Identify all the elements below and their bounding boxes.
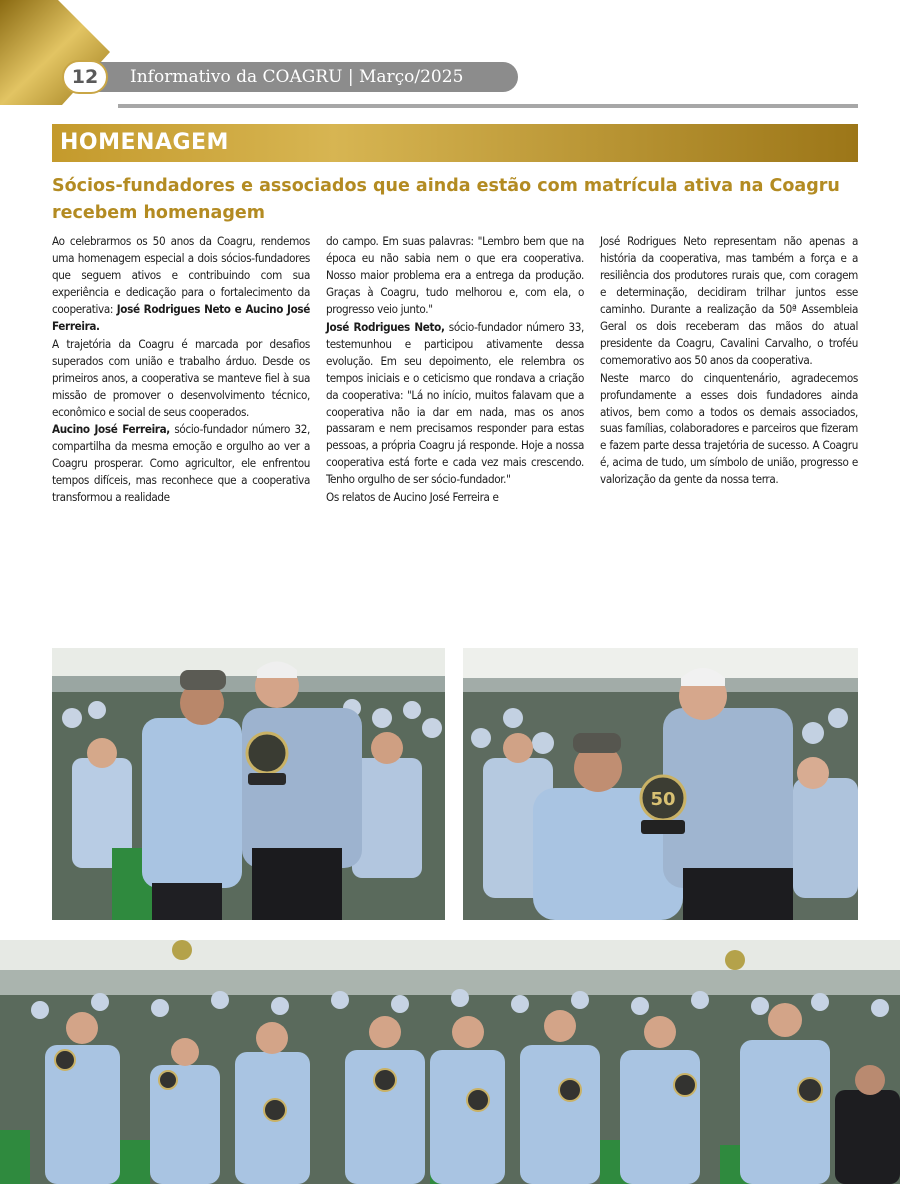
header-divider xyxy=(118,104,858,108)
paragraph xyxy=(52,233,310,335)
paragraph-text: sócio-fundador número 32, compartilha da mesma emoção e orgulho ao ver a Coagru prosperar. Como agricultor, ele enfrentou tempos difíceis, mas reconhece que a cooperativa transformou a realidade xyxy=(52,422,310,505)
founder-name: José Rodrigues Neto, xyxy=(326,319,445,334)
paragraph: Os relatos de Aucino José Ferreira e xyxy=(326,490,499,505)
paragraph: A trajetória da Coagru é marcada por desafios superados com união e trabalho árduo. Desde os primeiros anos, a cooperativa se manteve fiel à sua missão de promover o desenvolvimento técnico, econômico e social de seus cooperados. xyxy=(52,336,310,419)
paragraph: José Rodrigues Neto representam não apenas a história da cooperativa, mas também a força e a resiliência dos produtores rurais que, com coragem e determinação, decidiram trilhar juntos esse caminho. Durante a realização da 50ª Assembleia Geral os dois receberam das mãos do atual presidente da Coagru, Cavalini Carvalho, o troféu comemorativo aos 50 anos da cooperativa. xyxy=(600,234,858,367)
paragraph xyxy=(326,319,584,489)
paragraph: do campo. Em suas palavras: "Lembro bem que na época eu não sabia nem o que era cooperativa. Nosso maior problema era a entrega da produção. Graças à Coagru, tudo melhorou e, com ela, o progresso veio junto." xyxy=(326,234,584,316)
article-column-3 xyxy=(600,233,858,489)
paragraph-text: sócio-fundador número 33, testemunhou e participou ativamente dessa evolução. Em seu depoimento, ele relembra os tempos iniciais e o ceticismo que rondava a criação da cooperativa: "Lá no início, muitos falavam que a cooperativa não ia dar em nada, mas os anos passaram e nem precisamos responder para estas pessoas, a própria Coagru já responde. Hoje a nossa cooperativa está forte e cada vez mais crescendo. Tenho orgulho de ser sócio-fundador." xyxy=(326,319,584,487)
page-number: 12 xyxy=(62,60,108,94)
article-headline: Sócios-fundadores e associados que ainda estão com matrícula ativa na Coagru recebem homenagem xyxy=(52,176,840,223)
photo-founder-jose-award xyxy=(463,648,858,920)
section-title: HOMENAGEM xyxy=(60,130,229,155)
article-column-1 xyxy=(52,233,310,507)
publication-title: Informativo da COAGRU | Março/2025 xyxy=(96,62,518,92)
paragraph xyxy=(52,421,310,506)
trophy-label: 50 xyxy=(650,789,676,810)
founders-names: José Rodrigues Neto e Aucino José Ferreira. xyxy=(52,301,310,333)
article-column-2 xyxy=(326,233,584,507)
paragraph: Neste marco do cinquentenário, agradecemos profundamente a esses dois fundadores ainda ativos, bem como a todos os demais associados, suas famílias, colaboradores e parceiros que fizeram e fazem parte dessa trajetória de sucesso. A Coagru é, acima de tudo, um símbolo de união, progresso e valorização da gente da nossa terra. xyxy=(600,370,858,487)
photo-associates-group xyxy=(0,940,900,1184)
founder-name: Aucino José Ferreira, xyxy=(52,422,170,437)
photo-founder-aucino-award xyxy=(52,648,445,920)
paragraph-text: Ao celebrarmos os 50 anos da Coagru, rendemos uma homenagem especial a dois sócios-fundadores que seguem ativos e contribuindo com sua experiência e dedicação para o fortalecimento da cooperativa: xyxy=(52,234,310,316)
section-banner xyxy=(52,124,858,162)
